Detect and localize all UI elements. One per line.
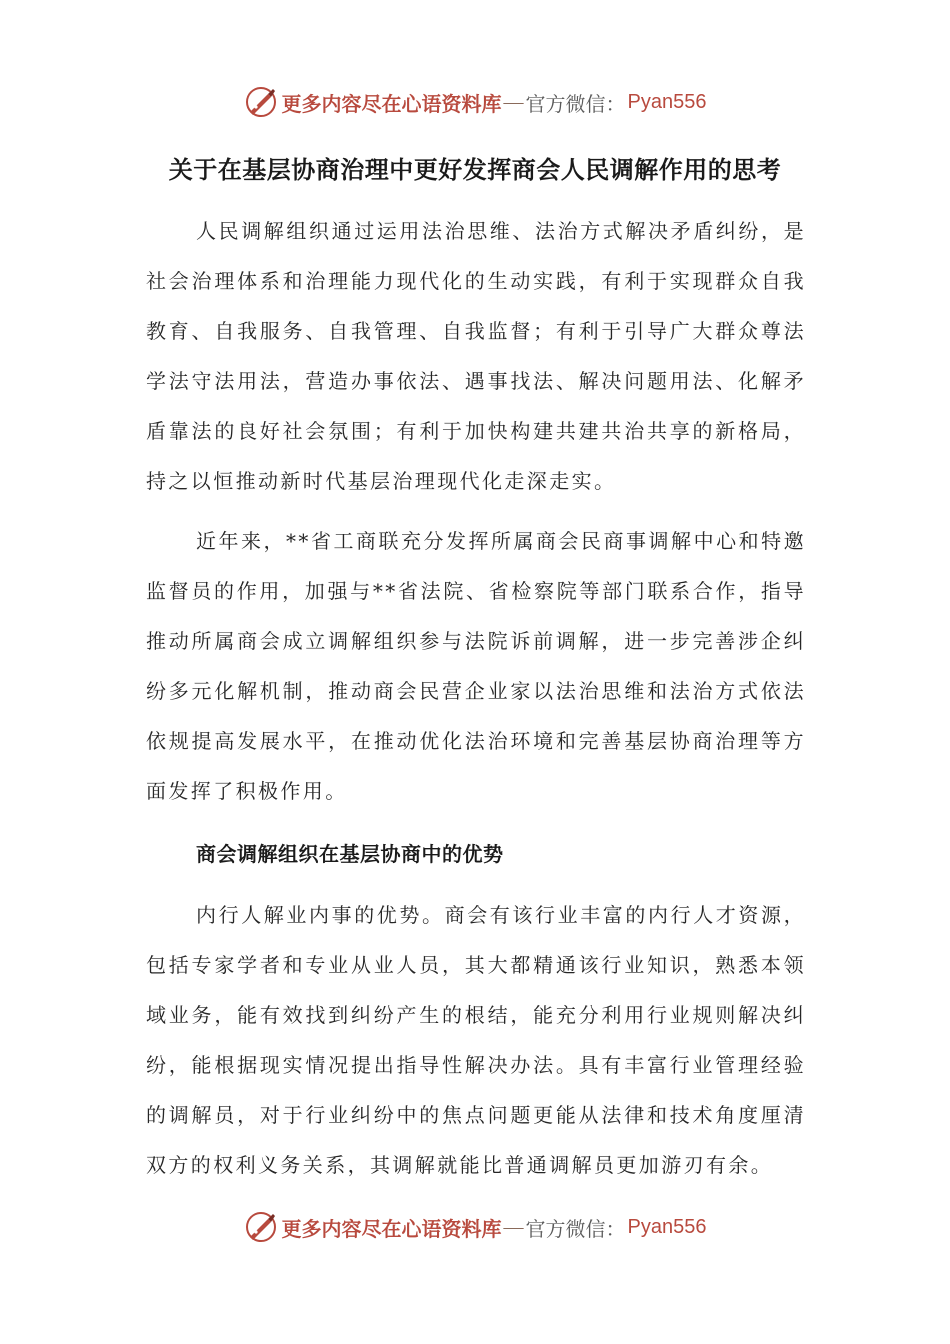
header-banner [0, 82, 950, 122]
footer-banner [0, 1207, 950, 1247]
banner-wechat-label: 官方微信： [525, 91, 626, 116]
paragraph-3: 内行人解业内事的优势。商会有该行业丰富的内行人才资源，包括专家学者和专业从业人员，其大都精通该行业知识，熟悉本领域业务，能有效找到纠纷产生的根结，能充分利用行业规则解决纠纷，能根据现实情况提出指导性解决办法。具有丰富行业管理经验的调解员，对于行业纠纷中的焦点问题更能从法律和技术角度厘清双方的权利义务关系，其调解就能比普通调解员更加游刃有余。 [146, 903, 806, 1177]
banner-dash: — [503, 90, 524, 113]
section-heading: 商会调解组织在基层协商中的优势 [196, 842, 504, 866]
banner-dash: — [503, 1215, 524, 1238]
pen-nib-icon [244, 1210, 278, 1244]
paragraph-2: 近年来，**省工商联充分发挥所属商会民商事调解中心和特邀监督员的作用，加强与**省法院、省检察院等部门联系合作，指导推动所属商会成立调解组织参与法院诉前调解，进一步完善涉企纠纷多元化解机制，推动商会民营企业家以法治思维和法治方式依法依规提高发展水平，在推动优化法治环境和完善基层协商治理等方面发挥了积极作用。 [146, 529, 806, 803]
banner-wechat-label: 官方微信： [525, 1216, 626, 1241]
banner-promo-text: 更多内容尽在心语资料库 [281, 1216, 502, 1241]
banner-promo-text: 更多内容尽在心语资料库 [281, 91, 502, 116]
paragraph-1: 人民调解组织通过运用法治思维、法治方式解决矛盾纠纷，是社会治理体系和治理能力现代化的生动实践，有利于实现群众自我教育、自我服务、自我管理、自我监督；有利于引导广大群众尊法学法守法用法，营造办事依法、遇事找法、解决问题用法、化解矛盾靠法的良好社会氛围；有利于加快构建共建共治共享的新格局，持之以恒推动新时代基层治理现代化走深走实。 [146, 219, 806, 493]
banner-wechat-id: Pyan556 [627, 1215, 707, 1238]
pen-nib-icon [244, 85, 278, 119]
banner-wechat-id: Pyan556 [627, 90, 707, 113]
document-title: 关于在基层协商治理中更好发挥商会人民调解作用的思考 [168, 155, 782, 184]
